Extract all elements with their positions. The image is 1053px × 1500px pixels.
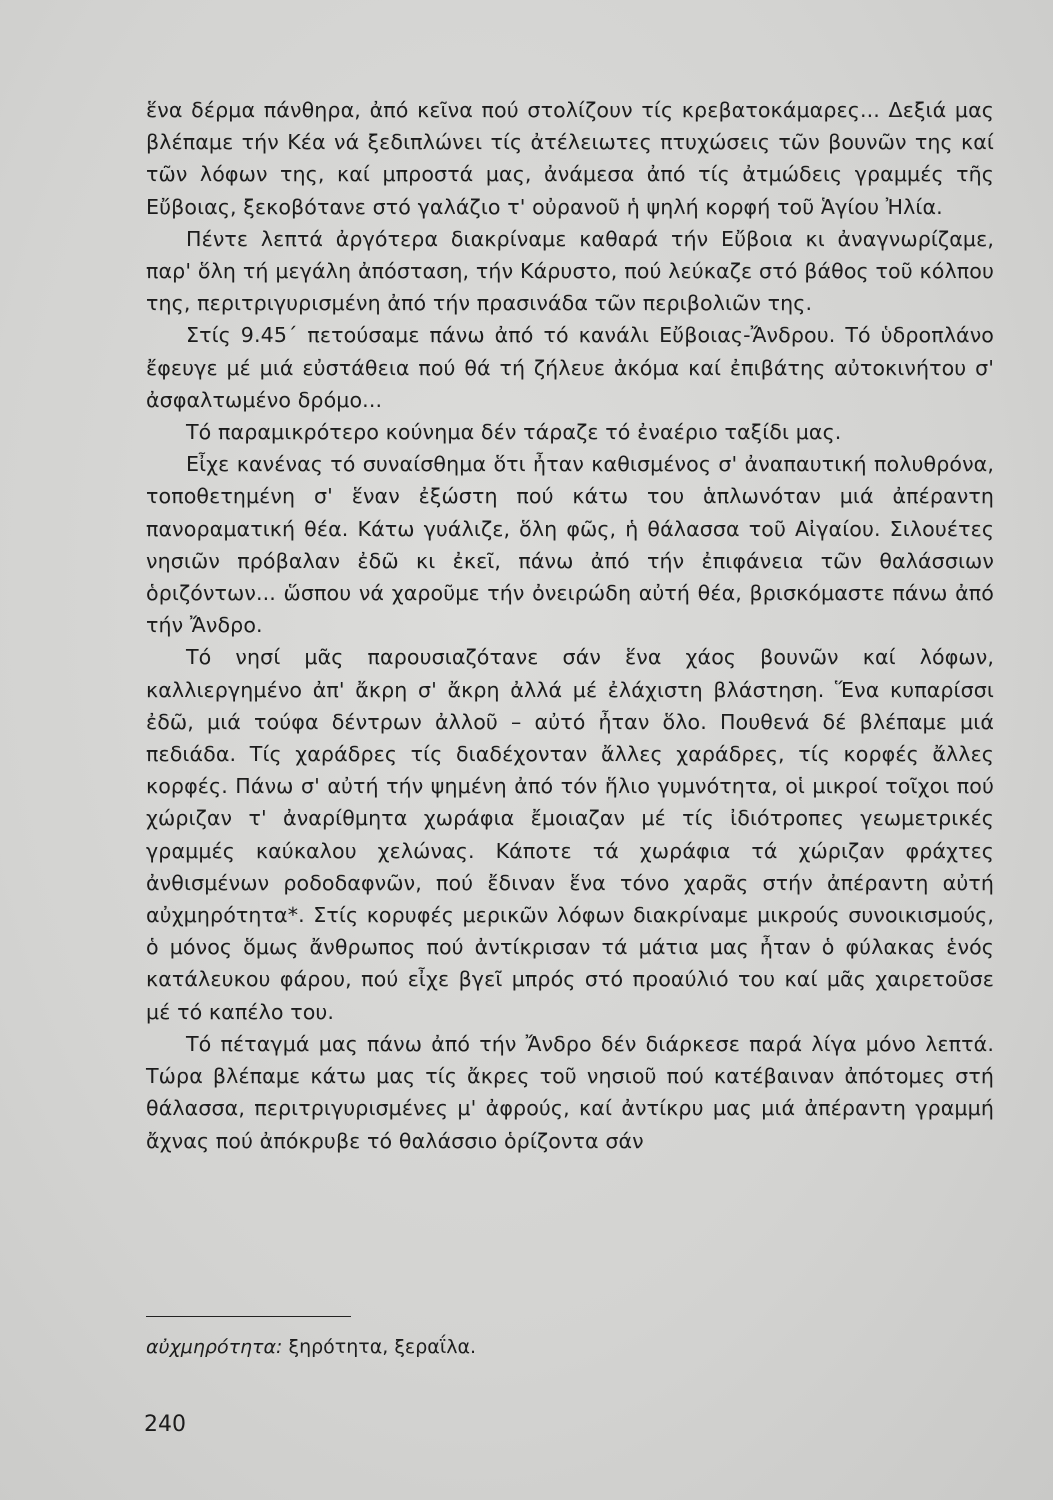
paragraph-4: Τό παραμικρότερο κούνημα δέν τάραζε τό ἐναέριο ταξίδι μας. bbox=[186, 420, 842, 445]
paragraph-6: Τό νησί μᾶς παρουσιαζότανε σάν ἕνα χάος βουνῶν καί λόφων, καλλιεργημένο ἀπ' ἄκρη σ' ἄκρη ἀλλά μέ ἐλάχιστη βλάστηση. Ἕνα κυπαρίσσι ἐδῶ, μιά τούφα δέντρων ἀλλοῦ – αὐτό ἦταν ὅλο. Πουθενά δέ βλέπαμε μιά πεδιάδα. Τίς χαράδρες τίς διαδέχονταν ἄλλες χαράδρες, τίς κορφές ἄλλες κορφές. Πάνω σ' αὐτή τήν ψημένη ἀπό τόν ἥλιο γυμνότητα, οἱ μικροί τοῖχοι πού χώριζαν τ' ἀναρίθμητα χωράφια ἔμοιαζαν μέ τίς ἰδιότροπες γεωμετρικές γραμμές καύκαλου χελώνας. Κάποτε τά χωράφια τά χώριζαν φράχτες ἀνθισμένων ροδοδαφνῶν, πού ἔδιναν ἕνα τόνο χαρᾶς στήν ἀπέραντη αὐτή αὐχμηρότητα*. Στίς κορυφές μερικῶν λόφων διακρίναμε μικρούς συνοικισμούς, ὁ μόνος ὅμως ἄνθρωπος πού ἀντίκρισαν τά μάτια μας ἦταν ὁ φύλακας ἑνός κατάλευκου φάρου, πού εἶχε βγεῖ μπρός στό προαύλιό του καί μᾶς χαιρετοῦσε μέ τό καπέλο του. bbox=[146, 645, 994, 1024]
paragraph-3: Στίς 9.45΄ πετούσαμε πάνω ἀπό τό κανάλι Εὔβοιας-Ἄνδρου. Τό ὑδροπλάνο ἔφευγε μέ μιά εὐστάθεια πού θά τή ζήλευε ἀκόμα καί ἐπιβάτης αὐτοκινήτου σ' ἀσφαλτωμένο δρόμο... bbox=[146, 323, 994, 412]
paragraph-2: Πέντε λεπτά ἀργότερα διακρίναμε καθαρά τήν Εὔβοια κι ἀναγνωρίζαμε, παρ' ὅλη τή μεγάλη ἀπόσταση, τήν Κάρυστο, πού λεύκαζε στό βάθος τοῦ κόλπου της, περιτριγυρισμένη ἀπό τήν πρασινάδα τῶν περιβολιῶν της. bbox=[146, 226, 994, 316]
footnote-divider bbox=[146, 1316, 351, 1317]
paragraph-7: Τό πέταγμά μας πάνω ἀπό τήν Ἄνδρο δέν διάρκεσε παρά λίγα μόνο λεπτά. Τώρα βλέπαμε κάτω μας τίς ἄκρες τοῦ νησιοῦ πού κατέβαιναν ἀπότομες στή θάλασσα, περιτριγυρισμένες μ' ἀφρούς, καί ἀντίκρυ μας μιά ἀπέραντη γραμμή ἄχνας πού ἀπόκρυβε τό θαλάσσιο ὁρίζοντα σάν bbox=[146, 1031, 994, 1153]
footnote bbox=[146, 1334, 476, 1360]
page-number: 240 bbox=[144, 1412, 186, 1437]
footnote-term: αὐχμηρότητα: bbox=[146, 1336, 283, 1358]
body-text bbox=[146, 94, 994, 1157]
paragraph-1: ἕνα δέρμα πάνθηρα, ἀπό κεῖνα πού στολίζουν τίς κρεβατοκάμαρες... Δεξιά μας βλέπαμε τήν Κέα νά ξεδιπλώνει τίς ἀτέλειωτες πτυχώσεις τῶν βουνῶν της καί τῶν λόφων της, καί μπροστά μας, ἀνάμεσα ἀπό τίς ἀτμώδεις γραμμές τῆς Εὔβοιας, ξεκοβότανε στό γαλάζιο τ' οὐρανοῦ ἡ ψηλή κορφή τοῦ Ἁγίου Ἠλία. bbox=[146, 98, 994, 219]
footnote-definition: ξηρότητα, ξεραΐλα. bbox=[288, 1336, 477, 1358]
paragraph-5: Εἶχε κανένας τό συναίσθημα ὅτι ἦταν καθισμένος σ' ἀναπαυτική πολυθρόνα, τοποθετημένη σ' ἕναν ἐξώστη πού κάτω του ἁπλωνόταν μιά ἀπέραντη πανοραματική θέα. Κάτω γυάλιζε, ὅλη φῶς, ἡ θάλασσα τοῦ Αἰγαίου. Σιλουέτες νησιῶν πρόβαλαν ἐδῶ κι ἐκεῖ, πάνω ἀπό τήν ἐπιφάνεια τῶν θαλάσσιων ὁριζόντων... ὥσπου νά χαροῦμε τήν ὀνειρώδη αὐτή θέα, βρισκόμαστε πάνω ἀπό τήν Ἄνδρο. bbox=[146, 452, 994, 638]
